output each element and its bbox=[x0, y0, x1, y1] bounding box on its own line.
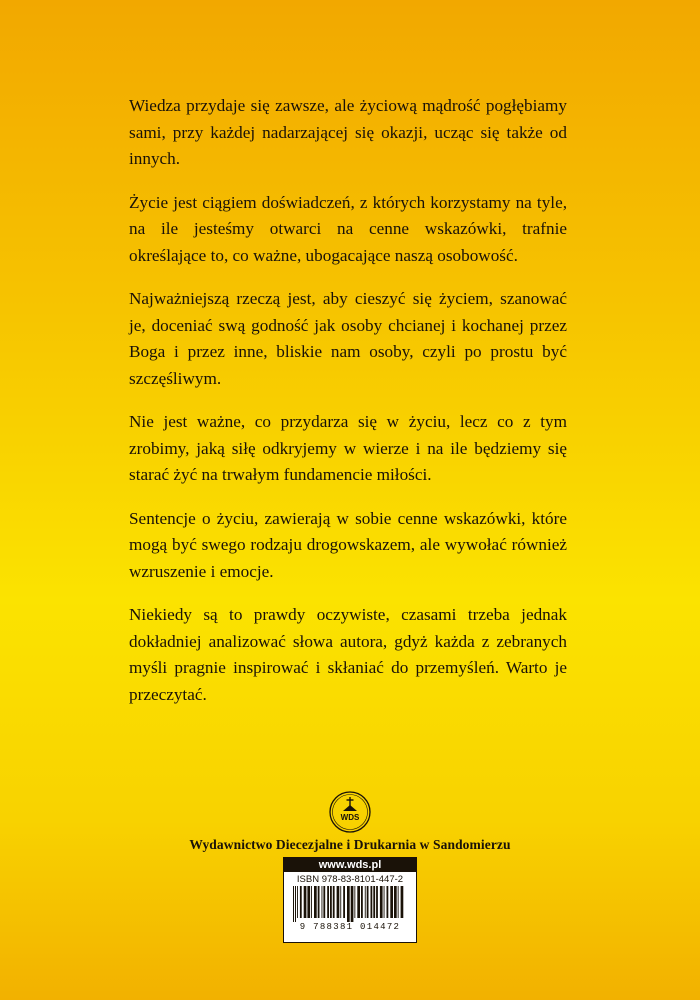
isbn-number: ISBN 978-83-8101-447-2 bbox=[296, 874, 404, 885]
paragraph-5: Sentencje o życiu, zawierają w sobie cenne wskazówki, które mogą być swego rodzaju drogowskazem, ale wywołać również wzruszenie i emocje. bbox=[129, 508, 567, 581]
barcode-bar bbox=[367, 886, 369, 918]
barcode-bar bbox=[323, 886, 325, 918]
publisher-name: Wydawnictwo Diecezjalne i Drukarnia w Sandomierzu bbox=[189, 837, 511, 852]
barcode-bar bbox=[357, 886, 360, 918]
back-cover-text bbox=[129, 93, 567, 725]
paragraph-2: Życie jest ciągiem doświadczeń, z których korzystamy na tyle, na ile jesteśmy otwarci na cenne wskazówki, trafnie określające to, co ważne, ubogacające naszą osobowość. bbox=[129, 192, 567, 265]
barcode-digits: 9 788381 014472 bbox=[299, 922, 401, 932]
barcode-bar bbox=[390, 886, 393, 918]
barcode-bar bbox=[322, 886, 323, 918]
barcode-bar bbox=[354, 886, 355, 918]
barcode-bar bbox=[394, 886, 397, 918]
barcode-bar bbox=[384, 886, 385, 918]
isbn-barcode bbox=[283, 857, 417, 943]
barcode-bar bbox=[297, 886, 298, 918]
barcode-bar bbox=[340, 886, 341, 918]
barcode-bar bbox=[373, 886, 375, 918]
paragraph-3: Najważniejszą rzeczą jest, aby cieszyć się życiem, szanować je, doceniać swą godność jak osoby chcianej i kochanej przez Boga i przez inne, bliskie nam osoby, czyli po prostu być szczęśliwym. bbox=[129, 289, 567, 388]
barcode-bar bbox=[293, 886, 294, 922]
barcode-bar bbox=[371, 886, 373, 918]
barcode-bar bbox=[300, 886, 302, 918]
isbn-barcode-icon bbox=[291, 886, 409, 922]
publisher-url: www.wds.pl bbox=[284, 858, 416, 872]
barcode-bar bbox=[401, 886, 404, 918]
barcode-bar bbox=[343, 886, 345, 918]
barcode-bar bbox=[307, 886, 310, 918]
paragraph-1: Wiedza przydaje się zawsze, ale życiową mądrość pogłębiamy sami, przy każdej nadarzającej się okazji, ucząc się także od innych. bbox=[129, 96, 567, 168]
barcode-bar bbox=[314, 886, 317, 918]
barcode-bar bbox=[387, 886, 389, 918]
paragraph-4: Nie jest ważne, co przydarza się w życiu, lecz co z tym zrobimy, jaką siłę odkryjemy w wierze i na ile będziemy się starać żyć na trwałym fundamencie miłości. bbox=[129, 412, 567, 484]
barcode-bar bbox=[318, 886, 320, 918]
barcode-bar bbox=[365, 886, 366, 918]
barcode-bar bbox=[304, 886, 307, 918]
barcode-bar bbox=[361, 886, 363, 918]
paragraph-6: Niekiedy są to prawdy oczywiste, czasami trzeba jednak dokładniej analizować słowa autora, gdyż każda z zebranych myśli pragnie inspirować i skłaniać do przemyśleń. Warto je przeczytać. bbox=[129, 605, 567, 704]
barcode-bar bbox=[333, 886, 335, 918]
barcode-bar bbox=[311, 886, 312, 918]
barcode-bar bbox=[295, 886, 296, 922]
barcode-bar bbox=[330, 886, 332, 918]
barcode-bar bbox=[380, 886, 383, 918]
barcode-bar bbox=[398, 886, 399, 918]
wds-publisher-logo-icon bbox=[328, 790, 372, 834]
barcode-bar bbox=[337, 886, 340, 918]
barcode-bar bbox=[327, 886, 329, 918]
logo-text: WDS bbox=[340, 813, 360, 822]
barcode-bar bbox=[351, 886, 354, 922]
barcode-bar bbox=[347, 886, 350, 922]
barcode-bar bbox=[376, 886, 378, 918]
